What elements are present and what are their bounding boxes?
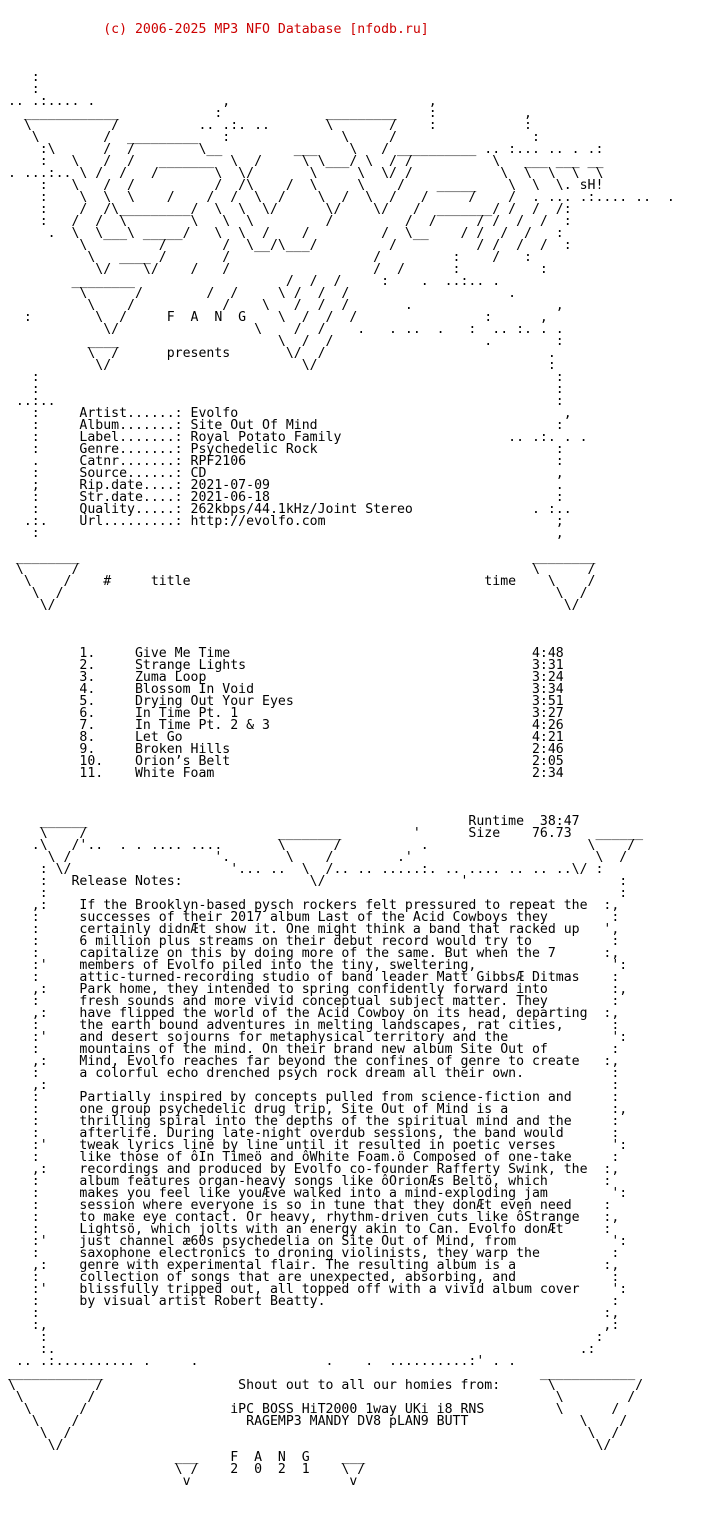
nfo-line: : / / \ \ \ \ / / / / / / / : [0,214,572,229]
nfo-line: : thrilling spiral into the depths of the spiritual mind and the : [0,1114,620,1129]
nfo-line: : album features organ-heavy songs like ôOrionÆs Beltö, which : [0,1174,612,1189]
nfo-line: \ / / \ / / / . , [0,298,564,313]
nfo-line: \/ \ / / . . .. . : .. :. . . [0,322,564,337]
nfo-line: ________ / / / : . ..:.. . [0,274,501,289]
nfo-line: :. .: [0,1342,596,1357]
nfo-line: 11. White Foam 2:34 [0,766,564,781]
nfo-line: ,: If the Brooklyn-based pysch rockers felt pressured to repeat the :, [0,898,620,913]
nfo-line: \/ \/ / / / / : : [0,262,548,277]
nfo-line: 9. Broken Hills 2:46 [0,742,564,757]
nfo-line: : \ \ \ / / / \ / \ / \ / / / / . ... .:.... .. . [0,190,675,205]
nfo-line: : makes you feel like youÆve walked into a mind-exploding jam ': [0,1186,628,1201]
nfo-line: :, ,: [0,1318,620,1333]
nfo-line: \ / \ / [0,586,588,601]
nfo-line [0,780,720,792]
nfo-line: : one group psychedelic drug trip, Site Out of Mind is a :, [0,1102,628,1117]
nfo-line: : Partially inspired by concepts pulled from science-fiction and : [0,1090,620,1105]
nfo-line: :' blissfully tripped out, all topped off with a vivid album cover ': [0,1282,628,1297]
nfo-line: : by visual artist Robert Beatty. : [0,1294,620,1309]
nfo-line: \/ \/ : [0,358,556,373]
nfo-line: \ / \ / [0,1426,620,1441]
nfo-line: :' tweak lyrics line by line until it resulted in poetic verses ': [0,1138,628,1153]
nfo-line: : : [0,1330,604,1345]
nfo-line: \ / # title time \ / [0,574,596,589]
nfo-line: : successes of their 2017 album Last of the Acid Cowboys they : [0,910,620,925]
nfo-line [0,624,720,636]
nfo-line: : \/ '... .. \ /.. .. .....:. .. .... .. .. ..\/ : [0,862,604,877]
nfo-line: \ / Shout out to all our homies from: \ / [0,1378,644,1393]
nfo-line: \ / '. \ / .' \ / [0,850,628,865]
nfo-line: ,: Mind, Evolfo reaches far beyond the confines of genre to create :, [0,1054,620,1069]
nfo-line: ; Rip.date....: 2021-07-09 . [0,478,564,493]
nfo-line: 3. Zuma Loop 3:24 [0,670,564,685]
nfo-line: v v [0,1474,358,1489]
nfo-line: : / /\_________/ \ \ \/ \/ \/ / _______/ / / /: [0,202,572,217]
nfo-line: : Artist......: Evolfo , [0,406,572,421]
nfo-line: 6. In Time Pt. 1 3:27 [0,706,564,721]
nfo-line: ________ ________ [0,550,596,565]
nfo-line: ___ F A N G ___ [0,1450,366,1465]
nfo-line: ____________ ____________ [0,1366,636,1381]
nfo-line: \ / / \__/\___/ / / / / / : [0,238,572,253]
nfo-line: : \ / / / /\ / \ \ / _____ \ \ \. sH! [0,178,604,193]
nfo-line: \/ \/ [0,1438,612,1453]
nfo-line: : saxophone electronics to droning violinists, they warp the : [0,1246,620,1261]
nfo-line: : \ / F A N G \ / / / : , [0,310,548,325]
nfo-line: : capitalize on this by doing more of the same. But when the 7 :, [0,946,620,961]
nfo-line: : session where everyone is so in tune that they donÆt even need : [0,1198,612,1213]
nfo-line: : certainly didnÆt show it. One might think a band that racked up ', [0,922,620,937]
nfo-line: :' just channel æ60s psychedelia on Site Out of Mind, from ': [0,1234,628,1249]
nfo-line: :\ / / \__ ___ \ / __________ .. :... .. . .: [0,142,604,157]
nfo-line: \ / \ / [0,562,596,577]
nfo-line: ..:.. : [0,394,564,409]
copyright-credit-line: (c) 2006-2025 MP3 NFO Database [nfodb.ru] [0,22,429,37]
nfo-line: ,: have flipped the world of the Acid Cowboy on its head, departing :, [0,1006,620,1021]
nfo-line: : fresh sounds and more vivid conceptual subject matter. They : [0,994,620,1009]
nfo-line: .:. Url.........: http://evolfo.com ; [0,514,564,529]
nfo-line: 4. Blossom In Void 3:34 [0,682,564,697]
nfo-line: \ / iPC BOSS HiT2000 1way UKi i8 RNS \ / [0,1402,620,1417]
nfo-body [0,60,720,1488]
nfo-line: : : [0,382,564,397]
nfo-line: : like those of ôIn Timeö and ôWhite Foam.ö Composed of one-take : [0,1150,620,1165]
nfo-line: : Release Notes: \/ ' : [0,874,628,889]
nfo-line: ,: Park home, they intended to spring confidently forward into :, [0,982,628,997]
nfo-line: : a colorful echo drenched psych rock dream all their own. : [0,1066,620,1081]
nfo-line [0,60,720,72]
nfo-line: : Source......: CD , [0,466,564,481]
nfo-line: \ / _________ : \ / : [0,130,540,145]
nfo-line: : Album.......: Site Out Of Mind : [0,418,564,433]
nfo-line: : : [0,370,564,385]
nfo-line: : afterlife. During late-night overdub sessions, the band would : [0,1126,620,1141]
nfo-line: ,: recordings and produced by Evolfo co-founder Rafferty Swink, the :, [0,1162,620,1177]
nfo-line: .. .:.... . , , [0,94,437,109]
nfo-line: : Lightsö, which jolts with an energy akin to Can. Evolfo donÆt : [0,1222,612,1237]
nfo-line: \ ____ / / / : / : [0,250,532,265]
nfo-line: : the earth bound adventures in melting landscapes, rat cities, : [0,1018,620,1033]
nfo-line: ,: genre with experimental flair. The resulting album is a :, [0,1258,620,1273]
nfo-line: ____ \ / / . : [0,334,564,349]
nfo-line: \ / .. .:. .. \ / : : [0,118,532,133]
nfo-line: 5. Drying Out Your Eyes 3:51 [0,694,564,709]
nfo-line: : to make eye contact. Or heavy, rhythm-driven cuts like ôStrange :, [0,1210,620,1225]
nfo-line: ____________ : _________ : , [0,106,532,121]
nfo-line: .\ /'.. . . .... .... \ / . \ / [0,838,636,853]
nfo-line: ______ Runtime 38:47 [0,814,580,829]
nfo-line: :' members of Evolfo piled into the tiny, sweltering, ': [0,958,628,973]
nfo-line: \ / RAGEMP3 MANDY DV8 pLAN9 BUTT \ / [0,1414,628,1429]
nfo-line: 7. In Time Pt. 2 & 3 4:26 [0,718,564,733]
nfo-line: . Catnr.......: RPF2106 : [0,454,564,469]
nfo-line: \ / 2 0 2 1 \ / [0,1462,366,1477]
nfo-line: :' and desert sojourns for metaphysical territory and the ': [0,1030,628,1045]
nfo-line: \/ \/ [0,598,580,613]
nfo-line: 1. Give Me Time 4:48 [0,646,564,661]
nfo-line: \ / / / \ / / / . [0,286,517,301]
nfo-line: : [0,70,40,85]
nfo-line: \ / presents \/ / . [0,346,556,361]
nfo-line: : 6 million plus streams on their debut record would try to : [0,934,620,949]
nfo-line: : , [0,526,564,541]
nfo-line: : Genre.......: Psychedelic Rock : [0,442,564,457]
nfo-line: .. .:.......... . . . . ..........:' . . [0,1354,517,1369]
nfo-line: 2. Strange Lights 3:31 [0,658,564,673]
nfo-line: 8. Let Go 4:21 [0,730,564,745]
nfo-line: : Quality.....: 262kbps/44.1kHz/Joint Stereo . :.. [0,502,572,517]
nfo-line [0,792,720,804]
nfo-line: : mountains of the mind. On their brand new album Site Out of : [0,1042,620,1057]
nfo-line: ,: : [0,1078,620,1093]
nfo-line: . \ \___\ _____/ \ \ / / / \__ / / / / : [0,226,564,241]
nfo-line: : [0,82,40,97]
nfo-line: : : [0,886,628,901]
nfo-line: \ / ________ ' Size 76.73 ______ [0,826,644,841]
nfo-line: \ / \ / [0,1390,636,1405]
nfo-line: . ...:.. \ / / / \ \/ \ \ \/ / \ \ \ \ \ [0,166,604,181]
nfo-line: : collection of songs that are unexpected, absorbing, and : [0,1270,620,1285]
nfo-line: : :, [0,1306,620,1321]
nfo-line: : attic-turned-recording studio of band leader Matt GibbsÆ Ditmas : [0,970,620,985]
nfo-line: : \ / / _______ \ / \ \___/ \ / / \ ___ ___ __ [0,154,604,169]
nfo-line [0,612,720,624]
nfo-line: 10. Orion’s Belt 2:05 [0,754,564,769]
nfo-line: : Str.date....: 2021-06-18 : [0,490,564,505]
nfo-line: : Label.......: Royal Potato Family .. .:. . . [0,430,588,445]
